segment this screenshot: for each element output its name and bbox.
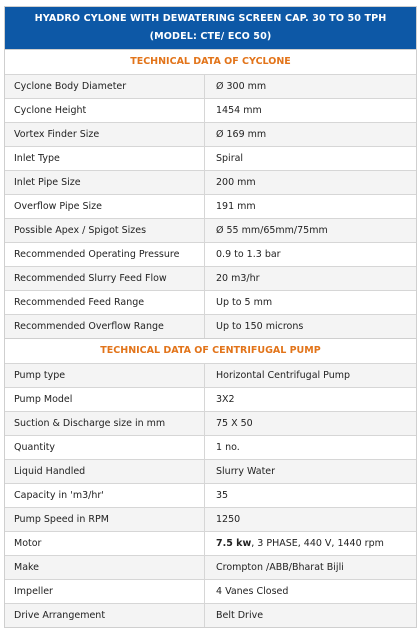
row-label: Quantity — [5, 436, 205, 459]
row-value: 3X2 — [216, 394, 235, 405]
row-value: 1 no. — [216, 442, 240, 453]
table-row — [5, 531, 416, 555]
row-label: Inlet Pipe Size — [5, 171, 205, 194]
table-row — [5, 170, 416, 194]
table-row — [5, 483, 416, 507]
row-value: Horizontal Centrifugal Pump — [216, 370, 351, 381]
row-label: Pump Speed in RPM — [5, 508, 205, 531]
table-row — [5, 290, 416, 314]
row-label: Pump Model — [5, 388, 205, 411]
row-label: Liquid Handled — [5, 460, 205, 483]
table-row — [5, 146, 416, 170]
row-label: Impeller — [5, 580, 205, 603]
table-row — [5, 218, 416, 242]
row-value: Belt Drive — [216, 610, 264, 621]
row-value: 1250 — [216, 514, 241, 525]
table-row — [5, 74, 416, 98]
row-label: Overflow Pipe Size — [5, 195, 205, 218]
row-value-rest: , 3 PHASE, 440 V, 1440 rpm — [251, 538, 384, 549]
table-row — [5, 411, 416, 435]
row-label: Recommended Operating Pressure — [5, 243, 205, 266]
row-label: Motor — [5, 532, 205, 555]
row-label: Drive Arrangement — [5, 604, 205, 627]
row-value — [205, 532, 416, 555]
table-row — [5, 387, 416, 411]
row-value: Ø 169 mm — [216, 129, 267, 140]
row-value: 35 — [216, 490, 229, 501]
row-label: Pump type — [5, 364, 205, 387]
row-value: 4 Vanes Closed — [216, 586, 289, 597]
row-value-bold: 7.5 kw — [216, 538, 252, 549]
table-row — [5, 122, 416, 146]
row-label: Recommended Slurry Feed Flow — [5, 267, 205, 290]
row-label: Vortex Finder Size — [5, 123, 205, 146]
row-label: Inlet Type — [5, 147, 205, 170]
row-label: Recommended Feed Range — [5, 291, 205, 314]
row-value: Up to 150 microns — [216, 321, 304, 332]
row-value: 191 mm — [216, 201, 256, 212]
row-label: Make — [5, 556, 205, 579]
row-label: Cyclone Height — [5, 99, 205, 122]
row-value: Crompton /ABB/Bharat Bijli — [216, 562, 344, 573]
row-value: Ø 300 mm — [216, 81, 267, 92]
table-body — [5, 49, 416, 627]
row-value: 0.9 to 1.3 bar — [216, 249, 281, 260]
row-label: Capacity in 'm3/hr' — [5, 484, 205, 507]
section-rows — [5, 363, 416, 627]
section-rows — [5, 74, 416, 338]
table-row — [5, 579, 416, 603]
row-label: Cyclone Body Diameter — [5, 75, 205, 98]
table-row — [5, 459, 416, 483]
table-title: HYADRO CYLONE WITH DEWATERING SCREEN CAP. 30 TO 50 TPH (MODEL: CTE/ ECO 50) — [5, 7, 416, 49]
table-row — [5, 242, 416, 266]
row-value: 1454 mm — [216, 105, 262, 116]
section-heading: TECHNICAL DATA OF CYCLONE — [5, 49, 416, 74]
row-label: Possible Apex / Spigot Sizes — [5, 219, 205, 242]
table-row — [5, 314, 416, 338]
row-value: Ø 55 mm/65mm/75mm — [216, 225, 328, 236]
table-row — [5, 194, 416, 218]
table-row — [5, 363, 416, 387]
spec-table — [4, 6, 417, 628]
table-row — [5, 603, 416, 627]
table-row — [5, 98, 416, 122]
row-value: Slurry Water — [216, 466, 276, 477]
row-value: 75 X 50 — [216, 418, 253, 429]
row-value: 200 mm — [216, 177, 256, 188]
row-value: Spiral — [216, 153, 244, 164]
section-heading: TECHNICAL DATA OF CENTRIFUGAL PUMP — [5, 338, 416, 363]
table-row — [5, 507, 416, 531]
row-value: 20 m3/hr — [216, 273, 260, 284]
row-value: Up to 5 mm — [216, 297, 273, 308]
table-row — [5, 555, 416, 579]
table-row — [5, 435, 416, 459]
table-row — [5, 266, 416, 290]
row-label: Recommended Overflow Range — [5, 315, 205, 338]
row-label: Suction & Discharge size in mm — [5, 412, 205, 435]
